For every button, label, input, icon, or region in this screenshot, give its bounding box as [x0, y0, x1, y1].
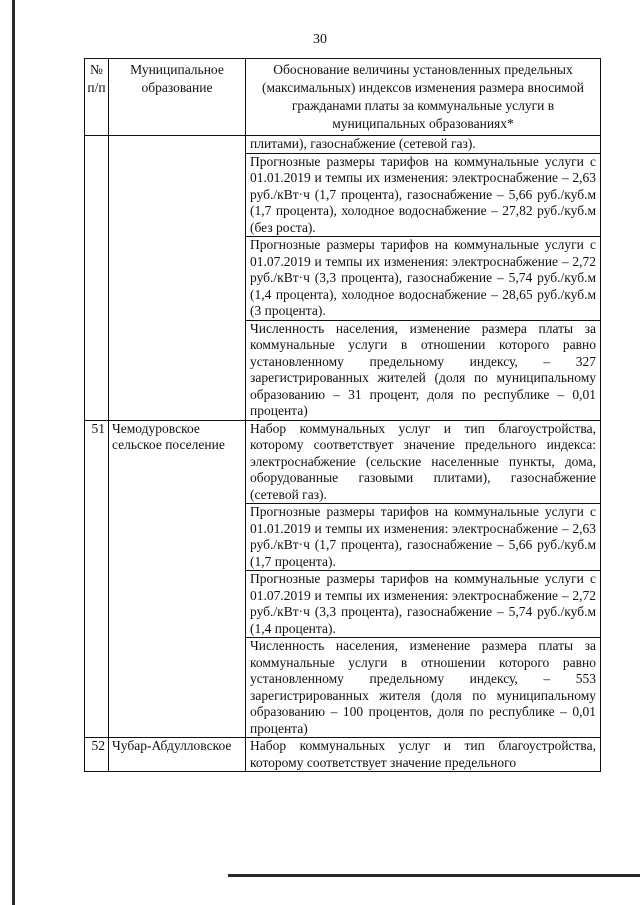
paragraph: плитами), газоснабжение (сетевой газ). — [250, 136, 476, 151]
cell-justification — [246, 738, 601, 772]
paragraph: Прогнозные размеры тарифов на коммунальные услуги с 01.07.2019 и темпы их изменения: электроснабжение – 2,72 руб./кВт·ч (3,3 процента), газоснабжение – 5,74 руб./куб.м (1,4 процента). — [246, 570, 600, 637]
header-justification: Обоснование величины установленных предельных (максимальных) индексов изменения размера вносимой гражданами платы за коммунальные услуги в муниципальных образованиях* — [246, 59, 601, 136]
header-num: № п/п — [85, 59, 109, 136]
paragraph: Прогнозные размеры тарифов на коммунальные услуги с 01.01.2019 и темпы их изменения: электроснабжение – 2,63 руб./кВт·ч (1,7 процента), газоснабжение – 5,66 руб./куб.м (1,7 процента). — [246, 503, 600, 570]
page-number: 30 — [313, 32, 327, 47]
cell-justification — [246, 420, 601, 738]
table-row — [85, 420, 601, 738]
paragraph: Набор коммунальных услуг и тип благоустройства, которому соответствует значение предельного — [250, 738, 596, 770]
cell-municipality — [109, 136, 246, 421]
header-municipality: Муниципальное образование — [109, 59, 246, 136]
paragraph: Прогнозные размеры тарифов на коммунальные услуги с 01.07.2019 и темпы их изменения: электроснабжение – 2,72 руб./кВт·ч (3,3 процента), газоснабжение – 5,74 руб./куб.м (1,4 процента), холодное водоснабжение – 28,65 руб./куб.м (3 процента). — [246, 236, 600, 320]
cell-municipality: Чубар-Абдулловское — [109, 738, 246, 772]
scan-bottom-line — [228, 874, 640, 877]
paragraph: Прогнозные размеры тарифов на коммунальные услуги с 01.01.2019 и темпы их изменения: электроснабжение – 2,63 руб./кВт·ч (1,7 процента), газоснабжение – 5,66 руб./куб.м (1,7 процента), холодное водоснабжение – 27,82 руб./куб.м (без роста). — [246, 153, 600, 237]
paragraph: Численность населения, изменение размера платы за коммунальные услуги в отношении которого равно установленному предельному индексу, – 327 зарегистрированных жителей (доля по муниципальному образованию – 31 процент, доля по республике – 0,01 процента) — [246, 320, 600, 420]
table-header-row — [85, 59, 601, 136]
cell-justification — [246, 136, 601, 421]
cell-num — [85, 136, 109, 421]
cell-municipality: Чемодуровское сельское поселение — [109, 420, 246, 738]
cell-num: 51 — [85, 420, 109, 738]
table-row — [85, 738, 601, 772]
tariff-table — [84, 58, 601, 772]
paragraph: Набор коммунальных услуг и тип благоустройства, которому соответствует значение предельного индекса: электроснабжение (сельские населенные пункты, дома, оборудованные газовыми плитами), газоснабжение (сетевой газ). — [250, 420, 596, 502]
paragraph: Численность населения, изменение размера платы за коммунальные услуги в отношении которого равно установленному предельному индексу, – 553 зарегистрированных жителя (доля по муниципальному образованию – 100 процентов, доля по республике – 0,01 процента) — [246, 637, 600, 737]
cell-num: 52 — [85, 738, 109, 772]
table-row-continuation — [85, 136, 601, 421]
scan-left-edge — [12, 0, 15, 905]
